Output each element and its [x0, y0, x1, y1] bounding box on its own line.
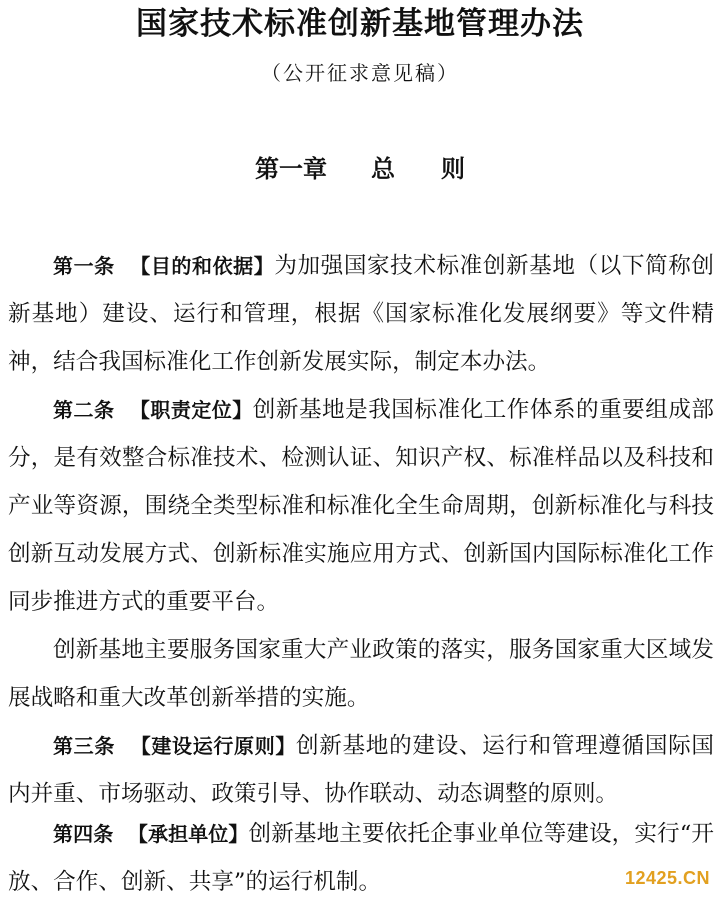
paragraph	[8, 626, 714, 722]
paragraph-text: 创新基地主要服务国家重大产业政策的落实，服务国家重大区域发展战略和重大改革创新举措的实施。	[8, 637, 714, 711]
article-text: 创新基地主要依托企事业单位等建设，实行“开放、合作、创新、共享”的运行机制。	[8, 821, 714, 895]
chapter-name-part1: 总	[371, 155, 395, 183]
paragraph	[8, 386, 714, 626]
document-subtitle: （公开征求意见稿）	[261, 61, 459, 85]
article-number: 第四条	[53, 822, 114, 846]
article-keyword: 【职责定位】	[129, 398, 253, 422]
article-keyword: 【目的和依据】	[130, 254, 275, 278]
article-text: 为加强国家技术标准创新基地（以下简称创新基地）建设、运行和管理，根据《国家标准化发展纲要》等文件精神，结合我国标准化工作创新发展实际，制定本办法。	[8, 253, 714, 375]
article-text: 创新基地是我国标准化工作体系的重要组成部分，是有效整合标准技术、检测认证、知识产权、标准样品以及科技和产业等资源，围绕全类型标准和标准化全生命周期，创新标准化与科技创新互动发展方式、创新标准实施应用方式、创新国内国际标准化工作同步推进方式的重要平台。	[8, 397, 715, 615]
article-1	[8, 242, 714, 386]
document-title: 国家技术标准创新基地管理办法	[136, 6, 584, 42]
paragraph	[8, 722, 714, 818]
article-keyword: 【承担单位】	[127, 822, 249, 846]
article-2	[8, 386, 714, 626]
watermark-text: 12425	[624, 868, 678, 888]
article-number: 第一条	[53, 254, 115, 278]
article-3	[8, 722, 714, 818]
paragraph	[8, 242, 714, 386]
watermark-suffix: .CN	[677, 868, 710, 888]
article-text: 创新基地的建设、运行和管理遵循国际国内并重、市场驱动、政策引导、协作联动、动态调整的原则。	[8, 733, 715, 807]
chapter-name-part2: 则	[441, 155, 465, 183]
article-2-continued	[8, 626, 714, 722]
chapter-number: 第一章	[255, 155, 327, 183]
site-watermark	[625, 868, 710, 889]
paragraph	[8, 810, 714, 897]
article-4	[8, 810, 714, 897]
chapter-heading	[0, 152, 720, 186]
article-keyword: 【建设运行原则】	[130, 734, 297, 758]
article-number: 第三条	[53, 734, 115, 758]
article-number: 第二条	[53, 398, 115, 422]
